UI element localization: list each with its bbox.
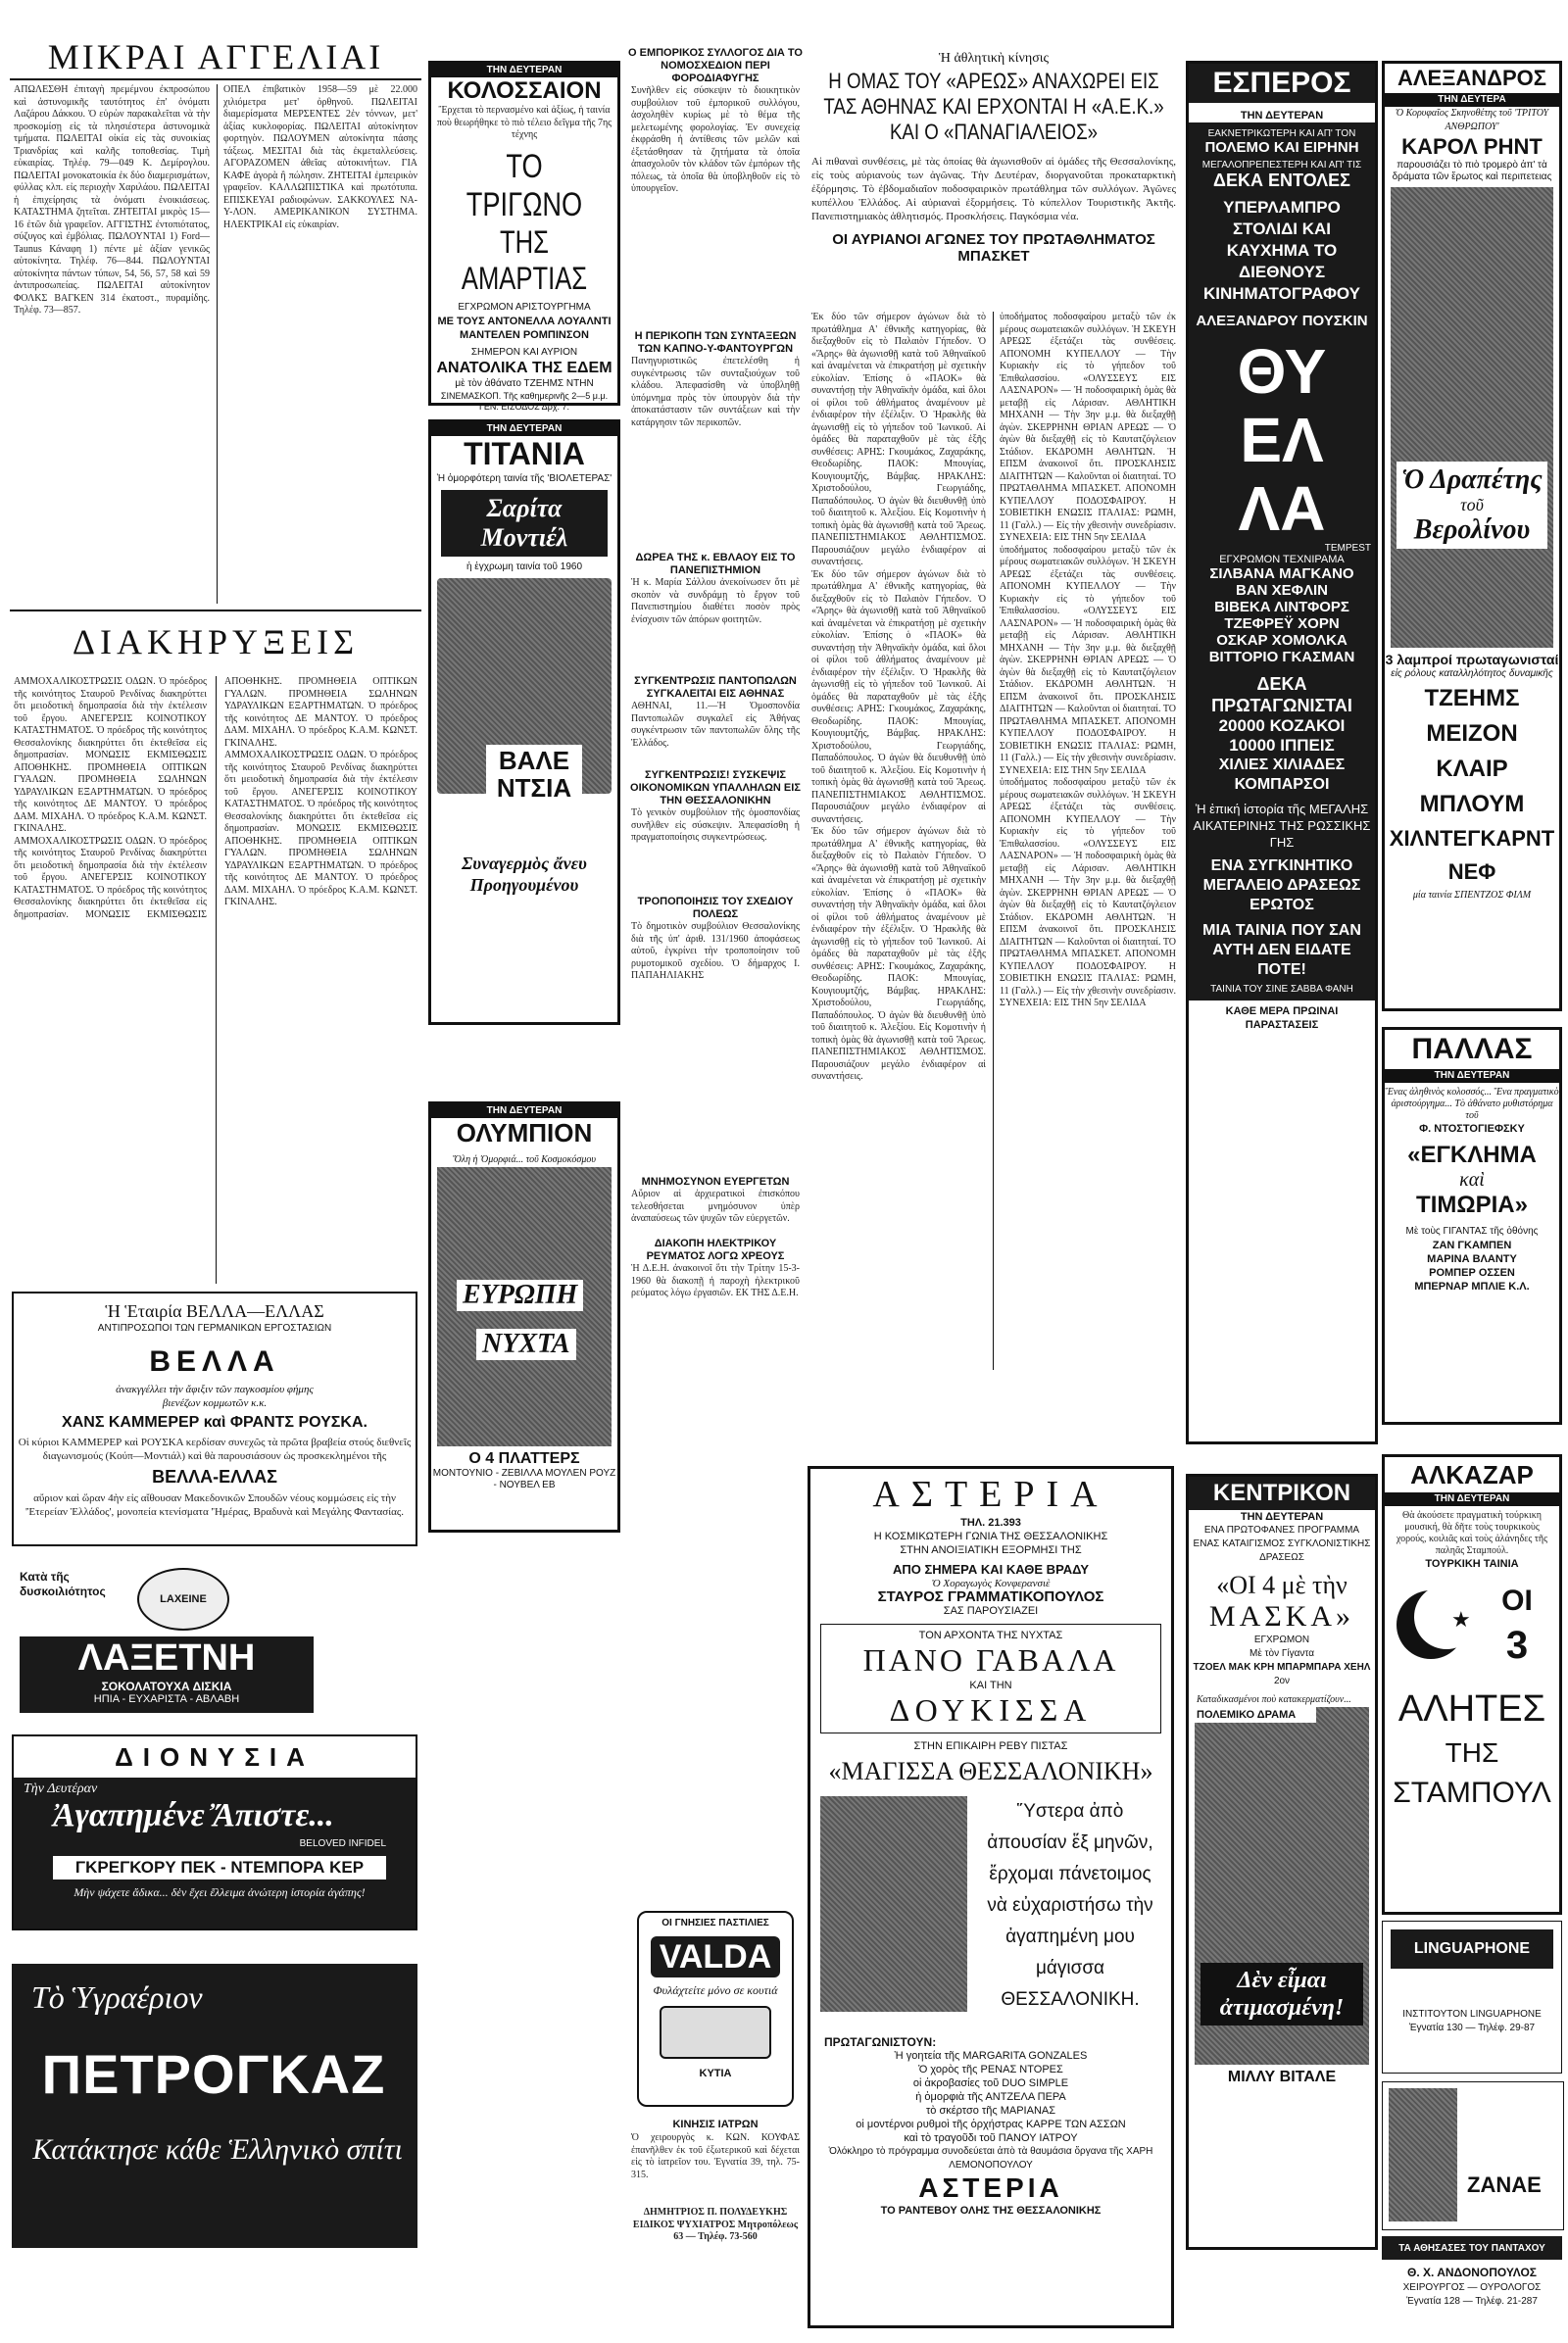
dionysia-ad: [12, 1734, 417, 1930]
esperos-film-3: ΛΑ: [1238, 473, 1326, 544]
alkazar-ad: [1382, 1454, 1562, 1915]
esperos-film-2: ΕΛ: [1240, 405, 1324, 475]
tahydr-text: ΤΑ ΑΘΗΣΑΣΕΣ ΤΟΥ ΠΑΝΤΑΧΟΥ: [1398, 2243, 1545, 2254]
valda-top: ΟΙ ΓΝΗΣΙΕΣ ΠΑΣΤΙΛΙΕΣ: [662, 1918, 769, 1928]
asteria-cast2: Ὁ χορὸς τῆς ΡΕΝΑΣ ΝΤΟΡΕΣ: [918, 2064, 1063, 2075]
pallas-p5: ΤΙΜΩΡΙΑ»: [1416, 1192, 1528, 1218]
bella-ad: [12, 1292, 417, 1546]
asteria-l8: ΠΑΝΟ ΓΑΒΑΛΑ: [862, 1642, 1119, 1678]
bella-line1: ἀνακγγέλλει τὴν ἄφιξιν τῶν παγκοσμίου φήμης: [116, 1384, 314, 1395]
laxetni-tagline2: ΗΠΙΑ - ΕΥΧΑΡΙΣΤΑ - ΑΒΛΑΒΗ: [93, 1693, 240, 1705]
sports-kicker: Ἡ ἀθλητικὴ κίνησις: [938, 51, 1050, 66]
esperos-a2: ΒΑΝ ΧΕΦΛΙΝ: [1236, 582, 1328, 599]
alkazar-al2: ΤΟΥΡΚΙΚΗ ΤΑΙΝΙΑ: [1425, 1558, 1519, 1570]
sports-headline: Η ΟΜΑΣ ΤΟΥ «ΑΡΕΩΣ» ΑΝΑΧΩΡΕΙ ΕΙΣ ΤΑΣ ΑΘΗΝΑΣ ΚΑΙ ΕΡΧΟΝΤΑΙ Η «Α.Ε.Κ.» ΚΑΙ Ο «ΠΑΝΑΓΙΑΛΕΙΟΣ»: [823, 69, 1164, 144]
olympion-title: ΟΛΥΜΠΙΟΝ: [456, 1118, 593, 1147]
alexandros-film-3: Βερολίνου: [1413, 514, 1531, 545]
titania-ad: [428, 419, 620, 1025]
kolossaion-ad: [428, 61, 620, 412]
alexandros-film-1: Ὁ Δραπέτης: [1401, 464, 1543, 495]
kentrikon-k10: ΠΟΛΕΜΙΚΟ ΔΡΑΜΑ: [1195, 1707, 1316, 1723]
esperos-p1: ΔΕΚΑ ΠΡΩΤΑΓΩΝΙΣΤΑΙ: [1211, 674, 1352, 715]
bella-brand2: ΒΕΛΛΑ-ΕΛΛΑΣ: [152, 1467, 277, 1487]
asteria-l1: Η ΚΟΣΜΙΚΩΤΕΡΗ ΓΩΝΙΑ ΤΗΣ ΘΕΣΣΑΛΟΝΙΚΗΣ: [873, 1531, 1108, 1542]
esperos-title: ΕΣΠΕΡΟΣ: [1189, 64, 1375, 103]
asteria-cast3: οἱ ἀκροβασίες τοῦ DUO SIMPLE: [912, 2077, 1069, 2089]
linguaphone-brand: LINGUAPHONE: [1413, 1940, 1531, 1957]
bella-line2: βιενέζων κομμωτῶν κ.κ.: [162, 1397, 268, 1409]
proclamations-text: ΑΜΜΟΧΑΛΙΚΟΣΤΡΩΣΙΣ ΟΔΩΝ. Ὁ πρόεδρος τῆς κοινότητος Σταυροῦ Ρενδίνας διακηρύττει ὅτι μειοδοτικὴ δημοπρασία διὰ τὴν ἐκτέλεσιν τοῦ ἔργου. ΑΝΕΓΕΡΣΙΣ ΚΟΙΝΟΤΙΚΟΥ ΚΑΤΑΣΤΗΜΑΤΟΣ. Ὁ πρόεδρος τῆς κοινότητος Θεσσαλονίκης διακηρύττει ὅτι ἐκτεθεῖσα εἰς δημοπρασίαν. ΜΟΝΩΣΙΣ ΕΚΜΙΣΘΩΣΙΣ ΑΠΟΘΗΚΗΣ. ΠΡΟΜΗΘΕΙΑ ΟΠΤΙΚΩΝ ΓΥΑΛΩΝ. ΠΡΟΜΗΘΕΙΑ ΣΩΛΗΝΩΝ ΥΔΡΑΥΛΙΚΩΝ ΕΞΑΡΤΗΜΑΤΩΝ. Ὁ πρόεδρος τῆς κοινότητος ΔΕ ΜΑΝΤΟΥ. Ὁ πρόεδρος ΔΑΜ. ΜΙΧΑΗΛ. Ὁ πρόεδρος Κ.Α.Μ. ΚΩΝΣΤ. ΓΚΙΝΑΛΗΣ.: [14, 676, 207, 834]
dionysia-monday: Τὴν Δευτέραν: [24, 1782, 98, 1796]
laxetni-small: Κατὰ τῆς δυσκοιλιότητος: [20, 1570, 106, 1598]
asteria-bottom: ΑΣΤΕΡΙΑ: [918, 2172, 1063, 2203]
esperos-l3: ΜΕΓΑΛΟΠΡΕΠΕΣΤΕΡΗ ΚΑΙ ΑΠ' ΤΙΣ: [1201, 160, 1362, 171]
laxetni-tagline: ΣΟΚΟΛΑΤΟΥΧΑ ΔΙΣΚΙΑ: [101, 1680, 232, 1693]
kolossaion-text: Ἔρχεται τὸ περνασμένο καὶ ἀξίως, ἡ ταινία ποὺ θεωρήθηκε τὸ πιὸ τέλειο δεῖγμα τῆς 7ης τέχνης: [436, 105, 612, 140]
andon-2: ΧΕΙΡΟΥΡΓΟΣ — ΟΥΡΟΛΟΓΟΣ: [1402, 2282, 1542, 2293]
europe-sub: Ο 4 ΠΛΑΤΤΕΡΣ: [468, 1450, 580, 1467]
alkazar-al3: ΟΙ: [1501, 1585, 1533, 1617]
sports-text-1-repeat: Ἐκ δύο τῶν σήμερον ἀγώνων διὰ τὸ πρωτάθλημα Α' ἐθνικῆς κατηγορίας, θὰ διεξαχθοῦν εἰς τὸ Παλαιὸν Γήπεδον. Ὁ «Ἄρης» θὰ ἀγωνισθῇ κατὰ τοῦ Ἀθηναϊκοῦ καὶ ἀναμένεται νὰ ἐπικρατήσῃ μὲ σχετικὴν εὐκολίαν. Ἐπίσης ὁ «ΠΑΟΚ» θὰ συναντήσῃ τὴν Ἀθηναϊκὴν ὁμάδα, καὶ ὅλοι οἱ φίλοι τοῦ ἀθλήματος ἀναμένουν μὲ ἐνδιαφέρον τὴν ἐξέλιξιν. Ὁ Ἡρακλῆς θὰ ἀγωνισθῇ εἰς τὸ γήπεδον τοῦ Ἰωνικοῦ. Αἱ ὁμάδες θὰ παραταχθοῦν μὲ τὰς ἑξῆς συνθέσεις: ΑΡΗΣ: Γκουμάκος, Ζαχαράκης, Θεοδωρίδης. ΠΑΟΚ: Μπουγίας, Κουγιουμτζής, Βάμβας. ΗΡΑΚΛΗΣ: Χριστοδούλου, Γεωργιάδης, Παπαδόπουλος. Ὁ ἀγὼν θὰ διευθυνθῇ ὑπὸ τοῦ διαιτητοῦ κ. Ἀλεξίου. Εἰς Κομοτινὴν ἡ τοπικὴ ὁμὰς θὰ ἀγωνισθῇ κατὰ τοῦ Ἄρεως. ΠΑΝΕΠΙΣΤΗΜΙΑΚΟΣ ΑΘΛΗΤΙΣΜΟΣ. Παρουσιάζουν μεγάλο ἐνδιαφέρον αἱ συναντήσεις.: [811, 568, 986, 825]
news-h2: Η ΠΕΡΙΚΟΠΗ ΤΩΝ ΣΥΝΤΑΞΕΩΝ ΤΩΝ ΚΑΠΝΟ-Υ-ΦΑΝΤΟΥΡΓΩΝ: [634, 330, 797, 355]
asteria-cast8: Ὁλόκληρο τὸ πρόγραμμα συνοδεύεται ἀπὸ τὰ θαυμάσια ὄργανα τῆς ΧΑΡΗ ΛΕΜΟΝΟΠΟΥΛΟΥ: [828, 2146, 1153, 2171]
alkazar-al5: ΑΛΗΤΕΣ: [1397, 1688, 1546, 1730]
alkazar-monday: ΤΗΝ ΔΕΥΤΕΡΑΝ: [1385, 1492, 1559, 1506]
andon-1: Θ. Χ. ΑΝΔΟΝΟΠΟΥΛΟΣ: [1407, 2266, 1537, 2279]
trigono-sub: ΕΓΧΡΩΜΟΝ ΑΡΙΣΤΟΥΡΓΗΜΑ: [458, 301, 591, 313]
trigono-1: ΤΟ ΤΡΙΓΩΝΟ: [466, 147, 583, 223]
kolossaion-monday: ΤΗΝ ΔΕΥΤΕΡΑΝ: [431, 64, 617, 77]
asteria-cast1: Ἡ γοητεία τῆς MARGARITA GONZALES: [894, 2050, 1088, 2062]
anatolika-sub: μὲ τὸν ἀθάνατο ΤΖΕΗΜΣ ΝΤΗΝ: [455, 377, 594, 389]
news-h5: ΣΥΓΚΕΝΤΡΩΣΙΣ! ΣΥΣΚΕΨΙΣ ΟΙΚΟΝΟΜΙΚΩΝ ΥΠΑΛΛΗΛΩΝ ΕΙΣ ΤΗΝ ΘΕΣΣΑΛΟΝΙΚΗΝ: [630, 769, 801, 806]
andon-3: Ἐγνατία 128 — Τηλέφ. 21-287: [1406, 2296, 1538, 2307]
asteria-l4: Ὁ Χοραγωγὸς Κονφερανσιὲ: [931, 1578, 1051, 1589]
alexandros-l5: εἰς ρόλους καταλληλότητος δυναμικῆς: [1391, 668, 1553, 679]
laxetni-brand-box: [20, 1636, 314, 1713]
linguaphone-l2: ΙΝΣΤΙΤΟΥΤΟΝ LINGUAPHONE: [1402, 2009, 1542, 2020]
petrogaz-brand: ΠΕΤΡΟΓΚΑΖ: [41, 2043, 386, 2105]
trigono-actors: ΜΕ ΤΟΥΣ ΑΝΤΟΝΕΛΛΑ ΛΟΥΑΛΝΤΙ ΜΑΝΤΕΛΕΝ ΡΟΜΠΙΝΣΟΝ: [437, 315, 612, 341]
kentrikon-k6: Μὲ τὸν Γίγαντα: [1250, 1648, 1314, 1659]
bella-names: ΧΑΝΣ ΚΑΜΜΕΡΕΡ καὶ ΦΡΑΝΤΣ ΡΟΥΣΚΑ.: [62, 1414, 368, 1431]
kentrikon-k11: Δὲν εἶμαι ἀτιμασμένη!: [1200, 1963, 1363, 2026]
esperos-l1: ΕΑΚΝΕΤΡΙΚΩΤΕΡΗ ΚΑΙ ΑΠ' ΤΟΝ: [1207, 128, 1356, 139]
doctor-2: ΔΗΜΗΤΡΙΟΣ Π. ΠΟΛΥΔΕΥΚΗΣ ΕΙΔΙΚΟΣ ΨΥΧΙΑΤΡΟΣ Μητροπόλεως 63 — Τηλέφ. 73-560: [632, 2207, 799, 2242]
asteria-pro: ΠΡΩΤΑΓΩΝΙΣΤΟΥΝ:: [824, 2035, 937, 2049]
pallas-p9: ΡΟΜΠΕΡ ΟΣΣΕΝ: [1429, 1267, 1515, 1279]
column-cinemas-3: [1382, 0, 1562, 2343]
valda-sub: Φυλάχτείτε μόνο σε κουτιά: [653, 1983, 778, 1997]
esperos-p2: 20000 ΚΟΖΑΚΟΙ: [1218, 716, 1346, 735]
news-t2: Πανηγυριστικῶς ἐπετελέσθη ἡ συγκέντρωσις τῶν συνταξιούχων τοῦ κλάδου. Ἀπεφασίσθη νὰ ὑποβληθῇ ὑπόμνημα πρὸς τὸν ὑπουργὸν διὰ τὴν ἀποκατάστασιν τῶν συντάξεων καὶ τὴν κατάργησιν τῶν περικοπῶν.: [631, 356, 800, 428]
kentrikon-k7: ΤΖΟΕΛ ΜΑΚ ΚΡΗ ΜΠΑΡΜΠΑΡΑ ΧΕΗΛ: [1193, 1662, 1371, 1673]
dionysia-film: Ἀγαπημένε Ἄπιστε...: [53, 1797, 334, 1833]
esperos-l5: ΥΠΕΡΛΑΜΠΡΟ ΣΤΟΛΙΔΙ ΚΑΙ ΚΑΥΧΗΜΑ ΤΟ ΔΙΕΘΝΟΥΣ ΚΙΝΗΜΑΤΟΓΡΑΦΟΥ: [1202, 198, 1361, 303]
bella-sub: ΑΝΤΙΠΡΟΣΩΠΟΙ ΤΩΝ ΓΕΡΜΑΝΙΚΩΝ ΕΡΓΟΣΤΑΣΙΩΝ: [97, 1323, 332, 1334]
pallas-ad: [1382, 1027, 1562, 1425]
titania-best: ἡ ἐγχρωμη ταινία τοῦ 1960: [466, 561, 583, 572]
pallas-p2: Φ. ΝΤΟΣΤΟΓΙΕΦΣΚΥ: [1419, 1123, 1525, 1135]
valda-tin: [660, 2006, 771, 2059]
sports-lead: Αἱ πιθαναὶ συνθέσεις, μὲ τὰς ὁποίας θὰ ἀγωνισθοῦν αἱ ὁμάδες τῆς Θεσσαλονίκης, εἰς τοὺς αὐριανοὺς των ἀγῶνας. Τὴν Δευτέραν, διοργανοῦται προκαταρκτικὴ ἐξόρμησις. Τὸ ἐβδομαδιαῖον ποδοσφαιρικὸν πρωτάθλημα τῶν συλλόγων. Ἀγῶνες κυπέλλου Ἑλλάδος. Αἱ αὐριαναὶ ἐξορμήσεις. Τὸ κύπελλον Τουριστικῆς Ἀκτῆς. Πανεπιστημιακὸς ἀθλητισμός. Προσκλήσεις. Παγκόσμια νέα.: [811, 156, 1176, 222]
esperos-a3: ΒΙΒΕΚΑ ΛΙΝΤΦΟΡΣ: [1214, 599, 1349, 615]
doctor-1: Ὁ χειρουργὸς κ. ΚΩΝ. ΚΟΥΦΑΣ ἐπανῆλθεν ἐκ τοῦ ἐξωτερικοῦ καὶ δέχεται εἰς τὸ ἰατρεῖον του. Ἐγνατία 39, τηλ. 75-315.: [631, 2132, 800, 2180]
pallas-p3: «ΕΓΚΛΗΜΑ: [1407, 1142, 1537, 1168]
europe-2: ΝΥΧΤΑ: [476, 1329, 576, 1360]
esperos-monday: ΤΗΝ ΔΕΥΤΕΡΑΝ: [1240, 110, 1324, 122]
olympion-monday: ΤΗΝ ΔΕΥΤΕΡΑΝ: [431, 1104, 617, 1118]
column-cinemas-2: [1186, 0, 1378, 2343]
asteria-l12: «ΜΑΓΙΣΣΑ ΘΕΣΣΑΛΟΝΙΚΗ»: [828, 1757, 1153, 1785]
valentsia-sub: Συναγερμὸς ἄνευ Προηγουμένου: [462, 854, 587, 895]
esperos-film-1: ΘΥ: [1237, 336, 1327, 407]
news-h6: ΤΡΟΠΟΠΟΙΗΣΙΣ ΤΟΥ ΣΧΕΔΙΟΥ ΠΟΛΕΩΣ: [637, 896, 794, 920]
sports-text-2: ὑποδήματος ποδοσφαίρου μεταξὺ τῶν ἐκ μέρους σωματειακῶν συλλόγων. Ἡ ΣΚΕΥΗ ΑΡΕΩΣ ἐξετάζει τὰς συνθέσεις. ΑΠΟΝΟΜΗ ΚΥΠΕΛΛΟΥ — Τὴν Κυριακὴν εἰς τὸ γήπεδον τοῦ Ἐπιθαλασσίου. «ΟΛΥΣΣΕΥΣ ΕΙΣ ΛΑΣΝΑΡΟΝ» — Ἡ ποδοσφαιρικὴ ὁμὰς θὰ μεταβῇ εἰς Λάρισαν. ΑΘΛΗΤΙΚΗ ΜΗΧΑΝΗ — Τὴν 3ην μ.μ. θὰ διεξαχθῇ ἀγὼν. ΣΚΕΡΡΗΝΗ ΘΡΙΑΝ ΑΡΕΩΣ — Ὁ ἀγὼν θὰ διεξαχθῇ εἰς τὸ Καυτατζόγλειον Στάδιον. ΕΚΔΡΟΜΗ ΑΘΛΗΤΩΝ. Ἡ ΕΠΣΜ ἀνακοινοῖ ὅτι. ΠΡΟΣΚΛΗΣΙΣ ΔΙΑΙΤΗΤΩΝ — Καλοῦνται οἱ διαιτηταί. ΤΟ ΠΡΩΤΑΘΛΗΜΑ ΜΠΑΣΚΕΤ. ΑΠΟΝΟΜΗ ΚΥΠΕΛΛΟΥ ΠΟΔΟΣΦΑΙΡΟΥ. Η ΣΟΒΙΕΤΙΚΗ ΕΝΩΣΙΣ ΙΤΑΛΙΑΣ: ΡΩΜΗ, 11 (Γαλλ.) — Εἰς τὴν χθεσινὴν συνεδρίασιν. ΣΥΝΕΧΕΙΑ: ΕΙΣ ΤΗΝ 5ην ΣΕΛΙΔΑ: [1000, 312, 1176, 543]
bella-line3: Οἱ κύριοι ΚΑΜΜΕΡΕΡ καὶ ΡΟΥΣΚΑ κερδίσαν συνεχῶς τὰ πρῶτα βραβεία στούς διεθνεῖς διαγωνισμούς (Κούπ—Μοντιάλ) καὶ θὰ παρουσιάσουν ὡς προσκεκλημένοι τῆς: [18, 1437, 412, 1462]
asteria-title: ΑΣΤΕΡΙΑ: [872, 1474, 1109, 1515]
asteria-l10: ΔΟΥΚΙΣΣΑ: [889, 1692, 1093, 1728]
laxetni-ad: [20, 1562, 314, 1719]
today-label: ΣΗΜΕΡΟΝ ΚΑΙ ΑΥΡΙΟΝ: [470, 346, 578, 358]
esperos-author: ΑΛΕΞΑΝΔΡΟΥ ΠΟΥΣΚΙΝ: [1196, 313, 1368, 329]
asteria-l9: ΚΑΙ ΤΗΝ: [969, 1680, 1012, 1691]
news-h8: ΔΙΑΚΟΠΗ ΗΛΕΚΤΡΙΚΟΥ ΡΕΥΜΑΤΟΣ ΛΟΓΩ ΧΡΕΟΥΣ: [646, 1238, 785, 1262]
titania-photo: [437, 578, 612, 803]
kids-brand: ΖΑΝΑΕ: [1467, 2172, 1542, 2197]
news-t7: Αὔριον αἱ ἀρχιερατικοὶ ἐπισκόπου τελεσθήσεται μνημόσυνον ὑπὲρ ἀναπαύσεως τῶν ψυχῶν τῶν εὐεργετῶν.: [631, 1189, 800, 1224]
kentrikon-k5: ΕΓΧΡΩΜΟΝ: [1253, 1635, 1310, 1645]
kentrikon-k12: ΜΙΛΛΥ ΒΙΤΑΛΕ: [1227, 2069, 1337, 2085]
asteria-l5: ΣΤΑΥΡΟΣ ΓΡΑΜΜΑΤΙΚΟΠΟΥΛΟΣ: [877, 1588, 1104, 1605]
kentrikon-k3: «ΟΙ 4 μὲ τὴν: [1216, 1571, 1348, 1599]
alkazar-al7: ΣΤΑΜΠΟΥΛ: [1393, 1777, 1551, 1809]
alexandros-l6: μία ταινία ΣΠΕΝΤΖΟΣ ΦΙΛΜ: [1412, 890, 1532, 901]
kentrikon-k9: Καταδικασμένοι ποὺ κατακερματίζουν...: [1195, 1692, 1369, 1707]
pallas-p6: Μὲ τοὺς ΓΙΓΑΝΤΑΣ τῆς ὀθόνης: [1405, 1226, 1539, 1237]
pallas-title: ΠΑΛΛΑΣ: [1411, 1033, 1533, 1065]
kolossaion-hours: ΣΙΝΕΜΑΣΚΟΠ. Τῆς καθημερινῆς 2—5 μ.μ. ΓΕΝ. ΕΙΣΟΔΟΣ Δρχ. 7.: [440, 390, 609, 412]
europe-names: ΜΟΝΤΟΥΝΙΟ - ΖΕΒΙΛΛΑ ΜΟΥΛΕΝ ΡΟΥΖ - ΝΟΥΒΕΛ ΕΒ: [432, 1468, 616, 1490]
pallas-p1: Ἕνας ἀληθινὸς κολοσσός... Ἕνα πραγματικὸ ἀριστούργημα... Τὸ ἀθάνατο μυθιστόρημα τοῦ: [1385, 1087, 1559, 1121]
esperos-tech: ΕΓΧΡΩΜΟΝ ΤΕΧΝΙΡΑΜΑ: [1219, 554, 1345, 565]
column-cinemas-1: [428, 0, 620, 2343]
asteria-l3: ΑΠΟ ΣΗΜΕΡΑ ΚΑΙ ΚΑΘΕ ΒΡΑΔΥ: [892, 1562, 1090, 1577]
news-t5: Τὸ γενικὸν συμβούλιον τῆς ὁμοσπονδίας συνῆλθεν εἰς σύσκεψιν. Ἀπεφασίσθη ἡ πραγματοποίησις συγκεντρώσεως.: [631, 807, 800, 843]
esperos-p6: ΕΝΑ ΣΥΓΚΙΝΗΤΙΚΟ ΜΕΓΑΛΕΙΟ ΔΡΑΣΕΩΣ ΕΡΩΤΟΣ: [1202, 857, 1361, 913]
asteria-cast4: ἡ ὀμορφιὰ τῆς ΑΝΤΖΕΛΑ ΠΕΡΑ: [915, 2091, 1066, 2103]
esperos-p4: ΧΙΛΙΕΣ ΧΙΛΙΑΔΕΣ ΚΟΜΠΑΡΣΟΙ: [1218, 757, 1346, 793]
linguaphone-ad: [1382, 1921, 1562, 2074]
alexandros-l4: 3 λαμπροί πρωταγωνισταί: [1385, 652, 1559, 667]
trigono-2: ΤΗΣ ΑΜΑΡΤΙΑΣ: [461, 223, 588, 296]
dionysia-film-en: BELOVED INFIDEL: [299, 1838, 386, 1849]
sports-text-1-repeat: Ἐκ δύο τῶν σήμερον ἀγώνων διὰ τὸ πρωτάθλημα Α' ἐθνικῆς κατηγορίας, θὰ διεξαχθοῦν εἰς τὸ Παλαιὸν Γήπεδον. Ὁ «Ἄρης» θὰ ἀγωνισθῇ κατὰ τοῦ Ἀθηναϊκοῦ καὶ ἀναμένεται νὰ ἐπικρατήσῃ μὲ σχετικὴν εὐκολίαν. Ἐπίσης ὁ «ΠΑΟΚ» θὰ συναντήσῃ τὴν Ἀθηναϊκὴν ὁμάδα, καὶ ὅλοι οἱ φίλοι τοῦ ἀθλήματος ἀναμένουν μὲ ἐνδιαφέρον τὴν ἐξέλιξιν. Ὁ Ἡρακλῆς θὰ ἀγωνισθῇ εἰς τὸ γήπεδον τοῦ Ἰωνικοῦ. Αἱ ὁμάδες θὰ παραταχθοῦν μὲ τὰς ἑξῆς συνθέσεις: ΑΡΗΣ: Γκουμάκος, Ζαχαράκης, Θεοδωρίδης. ΠΑΟΚ: Μπουγίας, Κουγιουμτζής, Βάμβας. ΗΡΑΚΛΗΣ: Χριστοδούλου, Γεωργιάδης, Παπαδόπουλος. Ὁ ἀγὼν θὰ διευθυνθῇ ὑπὸ τοῦ διαιτητοῦ κ. Ἀλεξίου. Εἰς Κομοτινὴν ἡ τοπικὴ ὁμὰς θὰ ἀγωνισθῇ κατὰ τοῦ Ἄρεως. ΠΑΝΕΠΙΣΤΗΜΙΑΚΟΣ ΑΘΛΗΤΙΣΜΟΣ. Παρουσιάζουν μεγάλο ἐνδιαφέρον αἱ συναντήσεις.: [811, 826, 986, 1082]
bella-intro: Ἡ Ἑταιρία ΒΕΛΛΑ—ΕΛΛΑΣ: [105, 1301, 324, 1321]
asteria-l6: ΣΑΣ ΠΑΡΟΥΣΙΑΖΕΙ: [943, 1605, 1039, 1617]
news-t1: Συνῆλθεν εἰς σύσκεψιν τὸ διοικητικὸν συμβούλιον τοῦ ἐμπορικοῦ συλλόγου, ἀσχοληθὲν κυρίως μὲ τὸ θέμα τῆς μελετωμένης φορολογίας. Ἐν συνεχείᾳ ἐκφράσθη ἡ ἀντίθεσις τῶν μελῶν καὶ ἐξετάσθησαν τὰ ζητήματα τὰ ὁποῖα ἀπασχολοῦν τὸν κλάδον τῶν ἐμπόρων τῆς πόλεως, τὰ ὁποῖα θὰ ὑποβληθοῦν εἰς τὸ ὑπουργεῖον.: [631, 85, 800, 194]
asteria-tag: ΤΟ ΡΑΝΤΕΒΟΥ ΟΛΗΣ ΤΗΣ ΘΕΣΣΑΛΟΝΙΚΗΣ: [880, 2205, 1102, 2217]
pallas-monday: ΤΗΝ ΔΕΥΤΕΡΑΝ: [1385, 1069, 1559, 1083]
esperos-a4: ΤΖΕΦΡΕΫ ΧΟΡΝ: [1224, 615, 1340, 632]
petrogaz-small: Τὸ Ὑγραέριον: [31, 1979, 203, 2015]
europe-1: ΕΥΡΩΠΗ: [457, 1280, 583, 1311]
esperos-a5: ΟΣΚΑΡ ΧΟΜΟΛΚΑ: [1216, 632, 1348, 649]
pallas-p10: ΜΠΕΡΝΑΡ ΜΠΛΙΕ Κ.Λ.: [1414, 1281, 1530, 1293]
news-t8: Ἡ Δ.Ε.Η. ἀνακοινοῖ ὅτι τὴν Τρίτην 15-3-1960 θὰ διακοπῇ ἡ παροχὴ ἠλεκτρικοῦ ρεύματος λόγω ἐργασιῶν. ΕΚ ΤΗΣ Δ.Ε.Η.: [631, 1263, 800, 1298]
star-icon: ★: [1451, 1608, 1471, 1633]
news-t3: Ἡ κ. Μαρία Σάλλου ἀνεκοίνωσεν ὅτι μὲ σκοπὸν νὰ συνδράμῃ τὸ ἔργον τοῦ Πανεπιστημίου διαθέτει ποσὸν πρὸς ἐνίσχυσιν τῶν ἀπόρων φοιτητῶν.: [631, 577, 800, 625]
alexandros-monday: ΤΗΝ ΔΕΥΤΕΡΑ: [1385, 93, 1559, 107]
esperos-l2: ΠΟΛΕΜΟ ΚΑΙ ΕΙΡΗΝΗ: [1204, 139, 1359, 156]
alexandros-title: ΑΛΕΞΑΝΔΡΟΣ: [1397, 66, 1546, 90]
alexandros-a1: ΤΖΕΗΜΣ ΜΕΙΖΟΝ: [1424, 685, 1520, 747]
asteria-l2: ΣΤΗΝ ΑΝΟΙΞΙΑΤΙΚΗ ΕΞΟΡΜΗΣΙ ΤΗΣ: [900, 1544, 1082, 1556]
bella-brand: ΒΕΛΛΑ: [149, 1345, 280, 1378]
doctors-title: ΚΙΝΗΣΙΣ ΙΑΤΡΩΝ: [672, 2119, 759, 2130]
laxetni-tin: [137, 1568, 229, 1631]
esperos-bottom: ΚΑΘΕ ΜΕΡΑ ΠΡΩΙΝΑΙ ΠΑΡΑΣΤΑΣΕΙΣ: [1225, 1005, 1339, 1031]
asteria-phone: ΤΗΛ. 21.393: [960, 1517, 1021, 1529]
kentrikon-title: ΚΕΝΤΡΙΚΟΝ: [1189, 1477, 1375, 1510]
esperos-a6: ΒΙΤΤΟΡΙΟ ΓΚΑΣΜΑΝ: [1208, 649, 1355, 665]
dionysia-tag: Μὴν ψάχετε ἄδικα... δὲν ἔχει ἔλλειμα ἀνώτερη ἱστορία ἀγάπης!: [74, 1885, 366, 1899]
valda-brand: VALDA: [659, 1938, 772, 1976]
laxetni-tin-label: LAXEINE: [160, 1593, 207, 1605]
kolossaion-title: ΚΟΛΟΣΣΑΙΟΝ: [447, 77, 602, 104]
asteria-cast5: τὸ σκέρτσο τῆς ΜΑΡΙΑΝΑΣ: [925, 2105, 1056, 2117]
esperos-p7: ΜΙΑ ΤΑΙΝΙΑ ΠΟΥ ΣΑΝ ΑΥΤΗ ΔΕΝ ΕΙΔΑΤΕ ΠΟΤΕ!: [1202, 922, 1361, 978]
valentsia: ΒΑΛΕΝΤΣΙΑ: [486, 745, 582, 804]
titania-sub: Ἡ ὁμορφότερη ταινία τῆς 'ΒΙΟΛΕΤΕΡΑΣ': [436, 473, 612, 484]
asteria-l11: ΣΤΗΝ ΕΠΙΚΑΙΡΗ ΡΕΒΥ ΠΙΣΤΑΣ: [913, 1740, 1068, 1752]
classifieds-title: ΜΙΚΡΑΙ ΑΓΓΕΛΙΑΙ: [47, 37, 384, 76]
divider: [10, 610, 421, 611]
bella-line4: αὔριον καὶ ὥραν 4ὴν εἰς αἴθουσαν Μακεδονικῶν Σπουδῶν νέους κομμώσεις εἰς τὴν 'Ἑτερείαν Ἑλλάδος', μονοπεία κτενίσματα 'Ἡμέρας, Βραδυνὰ καὶ Μεγάλης Φαντασίας.: [24, 1492, 405, 1518]
news-h3: ΔΩΡΕΑ ΤΗΣ κ. ΕΒΛΑΟΥ ΕΙΣ ΤΟ ΠΑΝΕΠΙΣΤΗΜΙΟΝ: [635, 552, 796, 576]
news-t6: Τὸ δημοτικὸν συμβούλιον Θεσσαλονίκης διὰ τῆς ὑπ' ἀριθ. 131/1960 ἀποφάσεως αὐτοῦ, ἐγκρίνει τὴν τροποποίησιν τοῦ ρυμοτομικοῦ σχεδίου. Ὁ δήμαρχος Ι. ΠΑΠΑΗΛΙΑΚΗΣ: [631, 921, 800, 981]
classifieds-text: ΑΠΩΛΕΣΘΗ ἐπιταγὴ πρεμέμνου ἐκπροσώπου καὶ ἀστυνομικῆς ταυτότητος ἐπ' ὀνόματι Λαζάρου Δάκκου. Ὁ εὑρὼν παρακαλεῖται νὰ τὴν προσκομίσῃ εἰς τὰ πλησιέστερα ἀστυνομικὰ τμήματα. ΠΩΛΕΙΤΑΙ οἰκία εἰς τὰς συνοικίας Τριανδρίας καὶ καλῆς τοποθεσίας. Τιμὴ εὐκαιρίας. Τηλέφ. 79—049 Κ. Δεμίρογλου. ΠΩΛΕΙΤΑΙ μονοκατοικία ἐκ δύο διαμερισμάτων, φύλλας κλπ. εἰς περιοχὴν Χαριλάου. ΠΩΛΕΙΤΑΙ ἡ ἐπιχείρησις τὰ ὀνόματι ἐνοικιάσεως. ΚΑΤΑΣΤΗΜΑ ζητεῖται. ΖΗΤΕΙΤΑΙ μικρὸς 15—16 ἐτῶν διὰ γραφεῖον. ΑΓΓΙΣΤΗΣ ἐντοπιότατος, σύζυγος καὶ ἐμβόλιας. ΠΩΛΟΥΝΤΑΙ 1) Ford—Taunus Κάναφη 1) πέντε μὲ ἀξίαν γενικῶς αὐτοκίνητα. Τηλέφ. 76—844. ΠΩΛΟΥΝΤΑΙ αὐτοκίνητα πάντων τύπων, 54, 56, 57, 58 καὶ 59 ἀντιπροσωπείας. ΠΩΛΕΙΤΑΙ αὐτοκίνητον ΦΟΛΚΣ ΒΑΓΚΕΝ 314 ἐκατοστ., πυραμίδης. Τηλέφ. 73—857.: [14, 84, 210, 316]
asteria-cast6: οἱ μοντέρνοι ρυθμοὶ τῆς ὀρχήστρας ΚΑΡΡΕ ΤΩΝ ΑΣΣΩΝ: [856, 2119, 1126, 2130]
kentrikon-k4: ΜΑΣΚΑ»: [1208, 1600, 1355, 1633]
pallas-p7: ΖΑΝ ΓΚΑΜΠΕΝ: [1432, 1240, 1512, 1251]
sports-text-1: Ἐκ δύο τῶν σήμερον ἀγώνων διὰ τὸ πρωτάθλημα Α' ἐθνικῆς κατηγορίας, θὰ διεξαχθοῦν εἰς τὸ Παλαιὸν Γήπεδον. Ὁ «Ἄρης» θὰ ἀγωνισθῇ κατὰ τοῦ Ἀθηναϊκοῦ καὶ ἀναμένεται νὰ ἐπικρατήσῃ μὲ σχετικὴν εὐκολίαν. Ἐπίσης ὁ «ΠΑΟΚ» θὰ συναντήσῃ τὴν Ἀθηναϊκὴν ὁμάδα, καὶ ὅλοι οἱ φίλοι τοῦ ἀθλήματος ἀναμένουν μὲ ἐνδιαφέρον τὴν ἐξέλιξιν. Ὁ Ἡρακλῆς θὰ ἀγωνισθῇ εἰς τὸ γήπεδον τοῦ Ἰωνικοῦ. Αἱ ὁμάδες θὰ παραταχθοῦν μὲ τὰς ἑξῆς συνθέσεις: ΑΡΗΣ: Γκουμάκος, Ζαχαράκης, Θεοδωρίδης. ΠΑΟΚ: Μπουγίας, Κουγιουμτζής, Βάμβας. ΗΡΑΚΛΗΣ: Χριστοδούλου, Γεωργιάδης, Παπαδόπουλος. Ὁ ἀγὼν θὰ διευθυνθῇ ὑπὸ τοῦ διαιτητοῦ κ. Ἀλεξίου. Εἰς Κομοτινὴν ἡ τοπικὴ ὁμὰς θὰ ἀγωνισθῇ κατὰ τοῦ Ἄρεως. ΠΑΝΕΠΙΣΤΗΜΙΑΚΟΣ ΑΘΛΗΤΙΣΜΟΣ. Παρουσιάζουν μεγάλο ἐνδιαφέρον αἱ συναντήσεις.: [811, 312, 986, 567]
kids-ad: [1382, 2081, 1564, 2230]
asteria-l7: ΤΟΝ ΑΡΧΟΝΤΑ ΤΗΣ ΝΥΧΤΑΣ: [918, 1630, 1063, 1641]
titania-monday: ΤΗΝ ΔΕΥΤΕΡΑΝ: [431, 422, 617, 436]
pallas-p4: καὶ: [1459, 1169, 1485, 1191]
alkazar-al6: ΤΗΣ: [1445, 1737, 1499, 1768]
alexandros-l3: παρουσιάζει τὸ πιὸ τρομερὸ ἀπ' τὰ δράματα τῶν ἔρωτος καὶ περιπετειας: [1392, 160, 1552, 182]
divider: [217, 84, 218, 604]
petrogaz-ad: [12, 1964, 417, 2248]
column-classifieds: [10, 0, 421, 2343]
news-h1: Ο ΕΜΠΟΡΙΚΟΣ ΣΥΛΛΟΓΟΣ ΔΙΑ ΤΟ ΝΟΜΟΣΧΕΔΙΟΝ ΠΕΡΙ ΦΟΡΟΔΙΑΦΥΓΗΣ: [628, 47, 803, 84]
alexandros-l1: Ὁ Κορυφαῖος Σκηνοθέτης τοῦ 'ΤΡΙΤΟΥ ΑΝΘΡΩΠΟΥ': [1395, 108, 1549, 132]
esperos-p5: Ἡ ἐπική ἰστορία τῆς ΜΕΓΑΛΗΣ ΑΙΚΑΤΕΡΙΝΗΣ ΤΗΣ ΡΩΣΣΙΚΗΣ ΓΗΣ: [1193, 802, 1371, 850]
sports-text-2-repeat: ὑποδήματος ποδοσφαίρου μεταξὺ τῶν ἐκ μέρους σωματειακῶν συλλόγων. Ἡ ΣΚΕΥΗ ΑΡΕΩΣ ἐξετάζει τὰς συνθέσεις. ΑΠΟΝΟΜΗ ΚΥΠΕΛΛΟΥ — Τὴν Κυριακὴν εἰς τὸ γήπεδον τοῦ Ἐπιθαλασσίου. «ΟΛΥΣΣΕΥΣ ΕΙΣ ΛΑΣΝΑΡΟΝ» — Ἡ ποδοσφαιρικὴ ὁμὰς θὰ μεταβῇ εἰς Λάρισαν. ΑΘΛΗΤΙΚΗ ΜΗΧΑΝΗ — Τὴν 3ην μ.μ. θὰ διεξαχθῇ ἀγὼν. ΣΚΕΡΡΗΝΗ ΘΡΙΑΝ ΑΡΕΩΣ — Ὁ ἀγὼν θὰ διεξαχθῇ εἰς τὸ Καυτατζόγλειον Στάδιον. ΕΚΔΡΟΜΗ ΑΘΛΗΤΩΝ. Ἡ ΕΠΣΜ ἀνακοινοῖ ὅτι. ΠΡΟΣΚΛΗΣΙΣ ΔΙΑΙΤΗΤΩΝ — Καλοῦνται οἱ διαιτηταί. ΤΟ ΠΡΩΤΑΘΛΗΜΑ ΜΠΑΣΚΕΤ. ΑΠΟΝΟΜΗ ΚΥΠΕΛΛΟΥ ΠΟΔΟΣΦΑΙΡΟΥ. Η ΣΟΒΙΕΤΙΚΗ ΕΝΩΣΙΣ ΙΤΑΛΙΑΣ: ΡΩΜΗ, 11 (Γαλλ.) — Εἰς τὴν χθεσινὴν συνεδρίασιν. ΣΥΝΕΧΕΙΑ: ΕΙΣ ΤΗΝ 5ην ΣΕΛΙΔΑ: [1000, 777, 1176, 1008]
proclamations-text-repeat: ΑΜΜΟΧΑΛΙΚΟΣΤΡΩΣΙΣ ΟΔΩΝ. Ὁ πρόεδρος τῆς κοινότητος Σταυροῦ Ρενδίνας διακηρύττει ὅτι μειοδοτικὴ δημοπρασία διὰ τὴν ἐκτέλεσιν τοῦ ἔργου. ΑΝΕΓΕΡΣΙΣ ΚΟΙΝΟΤΙΚΟΥ ΚΑΤΑΣΤΗΜΑΤΟΣ. Ὁ πρόεδρος τῆς κοινότητος Θεσσαλονίκης διακηρύττει ὅτι ἐκτεθεῖσα εἰς δημοπρασίαν. ΜΟΝΩΣΙΣ ΕΚΜΙΣΘΩΣΙΣ ΑΠΟΘΗΚΗΣ. ΠΡΟΜΗΘΕΙΑ ΟΠΤΙΚΩΝ ΓΥΑΛΩΝ. ΠΡΟΜΗΘΕΙΑ ΣΩΛΗΝΩΝ ΥΔΡΑΥΛΙΚΩΝ ΕΞΑΡΤΗΜΑΤΩΝ. Ὁ πρόεδρος τῆς κοινότητος ΔΕ ΜΑΝΤΟΥ. Ὁ πρόεδρος ΔΑΜ. ΜΙΧΑΗΛ. Ὁ πρόεδρος Κ.Α.Μ. ΚΩΝΣΤ. ΓΚΙΝΑΛΗΣ.: [224, 750, 417, 907]
classifieds-text-2: ΟΠΕΛ ἐπιβατικὸν 1958—59 μὲ 22.000 χιλιόμετρα μετ' ὀρθηνοῦ. ΠΩΛΕΙΤΑΙ διαμερίσματα ΜΕΡΣΕΝΤΕΣ 2ἐν τόννων, μετ' ἀξίας κυκλοφορίας. ΠΩΛΕΙΤΑΙ αὐτοκίνητον φορτηγὸν. ΠΩΛΟΥΜΕΝ αὐτοκίνητα πάσης τάξεως. ΜΕΣΙΤΑΙ διὰ τὰς ἐκμεταλλεύσεις. ΑΓΟΡΑΖΟΜΕΝ ἀθεῖας αὐτοκινήτων. ΓΙΑ ΚΑΦΕ ἀγορὰ ἢ πώλησιν. ΖΗΤΕΙΤΑΙ ἐμπειρικὸν γραφεῖον. ΚΑΛΛΩΠΙΣΤΙΚΑ καὶ πρωτότυπα. ΕΠΙΣΚΕΥΑΙ ραδιοφώνων. ΣΑΚΚΟΥΛΕΣ ΝΑ-Υ-ΛΟΝ. ΑΜΕΡΙΚΑΝΙΚΟΝ ΣΥΣΤΗΜΑ. ΗΛΕΚΤΡΙΚΑΙ εἰς εὐκαιρίαν.: [223, 84, 417, 230]
sarita-name: Σαρίτα Μοντιέλ: [480, 494, 568, 552]
column-sports: [808, 0, 1180, 2343]
asteria-photo: [820, 1796, 967, 2012]
alexandros-film-2: τοῦ: [1460, 495, 1484, 514]
petrogaz-tag: Κατάκτησε κάθε Ἑλληνικὸ σπίτι: [32, 2133, 403, 2166]
asteria-cast7: καὶ τὸ τραγοῦδι τοῦ ΠΑΝΟΥ ΙΑΤΡΟΥ: [904, 2132, 1078, 2144]
kentrikon-k1: ΕΝΑ ΠΡΩΤΟΦΑΝΕΣ ΠΡΟΓΡΑΜΜΑ: [1203, 1525, 1360, 1536]
alkazar-al1: Θὰ ἀκούσετε πραγματικὴ τούρκικη μουσική, θὰ δῆτε τοὺς τουρκικοὺς χορούς, κοιλιᾶς καὶ τοὺς ἀλάνηδες τῆς παληᾶς Σταμπούλ.: [1396, 1510, 1548, 1556]
anatolika-title: ΑΝΑΤΟΛΙΚΑ ΤΗΣ ΕΔΕΜ: [436, 359, 612, 376]
olympion-sub: Ὅλη ἡ Ὀμορφιά... τοῦ Κοσμοκόσμου: [437, 1152, 612, 1167]
laxetni-brand: ΛΑΞΕΤΝΗ: [77, 1637, 256, 1679]
pallas-p8: ΜΑΡΙΝΑ ΒΛΑΝΤΥ: [1427, 1253, 1517, 1265]
sports-text-2-repeat: ὑποδήματος ποδοσφαίρου μεταξὺ τῶν ἐκ μέρους σωματειακῶν συλλόγων. Ἡ ΣΚΕΥΗ ΑΡΕΩΣ ἐξετάζει τὰς συνθέσεις. ΑΠΟΝΟΜΗ ΚΥΠΕΛΛΟΥ — Τὴν Κυριακὴν εἰς τὸ γήπεδον τοῦ Ἐπιθαλασσίου. «ΟΛΥΣΣΕΥΣ ΕΙΣ ΛΑΣΝΑΡΟΝ» — Ἡ ποδοσφαιρικὴ ὁμὰς θὰ μεταβῇ εἰς Λάρισαν. ΑΘΛΗΤΙΚΗ ΜΗΧΑΝΗ — Τὴν 3ην μ.μ. θὰ διεξαχθῇ ἀγὼν. ΣΚΕΡΡΗΝΗ ΘΡΙΑΝ ΑΡΕΩΣ — Ὁ ἀγὼν θὰ διεξαχθῇ εἰς τὸ Καυτατζόγλειον Στάδιον. ΕΚΔΡΟΜΗ ΑΘΛΗΤΩΝ. Ἡ ΕΠΣΜ ἀνακοινοῖ ὅτι. ΠΡΟΣΚΛΗΣΙΣ ΔΙΑΙΤΗΤΩΝ — Καλοῦνται οἱ διαιτηταί. ΤΟ ΠΡΩΤΑΘΛΗΜΑ ΜΠΑΣΚΕΤ. ΑΠΟΝΟΜΗ ΚΥΠΕΛΛΟΥ ΠΟΔΟΣΦΑΙΡΟΥ. Η ΣΟΒΙΕΤΙΚΗ ΕΝΩΣΙΣ ΙΤΑΛΙΑΣ: ΡΩΜΗ, 11 (Γαλλ.) — Εἰς τὴν χθεσινὴν συνεδρίασιν. ΣΥΝΕΧΕΙΑ: ΕΙΣ ΤΗΝ 5ην ΣΕΛΙΔΑ: [1000, 544, 1176, 776]
tahydr-bar: [1382, 2236, 1562, 2260]
news-h7: ΜΝΗΜΟΣΥΝΟΝ ΕΥΕΡΓΕΤΩΝ: [641, 1176, 790, 1188]
olympion-ad: [428, 1101, 620, 1533]
column-news: [627, 0, 804, 2343]
esperos-tempest: TEMPEST: [1324, 543, 1371, 554]
alexandros-a3: ΧΙΛΝΤΕΓΚΑΡΝΤ ΝΕΦ: [1389, 826, 1555, 884]
alkazar-title: ΑΛΚΑΖΑΡ: [1410, 1460, 1534, 1489]
kentrikon-monday: ΤΗΝ ΔΕΥΤΕΡΑΝ: [1240, 1511, 1324, 1523]
alkazar-al4: 3: [1505, 1624, 1529, 1667]
news-t4: ΑΘΗΝΑΙ, 11.—Ἡ Ὁμοσπονδία Παντοπωλῶν συγκαλεῖ εἰς Ἀθήνας συγκέντρωσιν τῶν παντοπωλῶν ὅλης τῆς Ἑλλάδος.: [631, 701, 800, 749]
esperos-ad: [1186, 61, 1378, 1444]
sports-headline-2: ΟΙ ΑΥΡΙΑΝΟΙ ΑΓΩΝΕΣ ΤΟΥ ΠΡΩΤΑΘΛΗΜΑΤΟΣ ΜΠΑΣΚΕΤ: [832, 231, 1155, 265]
asteria-ad: [808, 1466, 1174, 2328]
esperos-p8: ΤΑΙΝΙΑ ΤΟΥ ΣΙΝΕ ΣΑΒΒΑ ΦΑΝΗ: [1210, 984, 1353, 995]
asteria-quote: Ὕστερα ἀπὸ ἀπουσίαν ἕξ μηνῶν, ἔρχομαι πάνετοιμος νὰ εὐχαριστήσω τὴν ἀγαπημένη μου μάγισσα ΘΕΣΣΑΛΟΝΙΚΗ.: [987, 1801, 1153, 2010]
divider: [993, 312, 994, 1370]
kentrikon-k8: 2ον: [1273, 1676, 1291, 1686]
valda-bottom: ΚΥΤΙΑ: [699, 2068, 732, 2079]
alexandros-l2: ΚΑΡΟΛ ΡΗΝΤ: [1401, 134, 1543, 159]
alexandros-ad: [1382, 61, 1562, 1011]
esperos-p3: 10000 ΙΠΠΕΙΣ: [1229, 736, 1335, 755]
proclamations-title: ΔΙΑΚΗΡΥΞΕΙΣ: [72, 622, 360, 661]
divider: [10, 78, 421, 80]
dionysia-actors: ΓΚΡΕΓΚΟΡΥ ΠΕΚ - ΝΤΕΜΠΟΡΑ ΚΕΡ: [74, 1858, 365, 1877]
esperos-a1: ΣΙΛΒΑΝΑ ΜΑΓΚΑΝΟ: [1209, 565, 1354, 582]
titania-title: ΤΙΤΑΝΙΑ: [464, 436, 585, 471]
linguaphone-l3: Ἐγνατία 130 — Τηλέφ. 29-87: [1408, 2023, 1536, 2033]
valda-ad: [637, 1911, 794, 2107]
news-h4: ΣΥΓΚΕΝΤΡΩΣΙΣ ΠΑΝΤΟΠΩΛΩΝ ΣΥΓΚΑΛΕΙΤΑΙ ΕΙΣ ΑΘΗΝΑΣ: [634, 675, 797, 700]
alexandros-a2: ΚΛΑΙΡ ΜΠΛΟΥΜ: [1419, 756, 1525, 817]
kentrikon-ad: [1186, 1474, 1378, 2250]
dionysia-title: ΔΙΟΝΥΣΙΑ: [115, 1742, 315, 1772]
kentrikon-k2: ΕΝΑΣ ΚΑΤΑΙΓΙΣΜΟΣ ΣΥΓΚΛΟΝΙΣΤΙΚΗΣ ΔΡΑΣΕΩΣ: [1193, 1538, 1371, 1563]
proclamations-text-repeat: ΑΜΜΟΧΑΛΙΚΟΣΤΡΩΣΙΣ ΟΔΩΝ. Ὁ πρόεδρος τῆς κοινότητος Σταυροῦ Ρενδίνας διακηρύττει ὅτι μειοδοτικὴ δημοπρασία διὰ τὴν ἐκτέλεσιν τοῦ ἔργου. ΑΝΕΓΕΡΣΙΣ ΚΟΙΝΟΤΙΚΟΥ ΚΑΤΑΣΤΗΜΑΤΟΣ. Ὁ πρόεδρος τῆς κοινότητος Θεσσαλονίκης διακηρύττει ὅτι ἐκτεθεῖσα εἰς δημοπρασίαν. ΜΟΝΩΣΙΣ ΕΚΜΙΣΘΩΣΙΣ ΑΠΟΘΗΚΗΣ. ΠΡΟΜΗΘΕΙΑ ΟΠΤΙΚΩΝ ΓΥΑΛΩΝ. ΠΡΟΜΗΘΕΙΑ ΣΩΛΗΝΩΝ ΥΔΡΑΥΛΙΚΩΝ ΕΞΑΡΤΗΜΑΤΩΝ. Ὁ πρόεδρος τῆς κοινότητος ΔΕ ΜΑΝΤΟΥ. Ὁ πρόεδρος ΔΑΜ. ΜΙΧΑΗΛ. Ὁ πρόεδρος Κ.Α.Μ. ΚΩΝΣΤ. ΓΚΙΝΑΛΗΣ.: [14, 676, 417, 920]
esperos-l4: ΔΕΚΑ ΕΝΤΟΛΕΣ: [1213, 171, 1350, 190]
